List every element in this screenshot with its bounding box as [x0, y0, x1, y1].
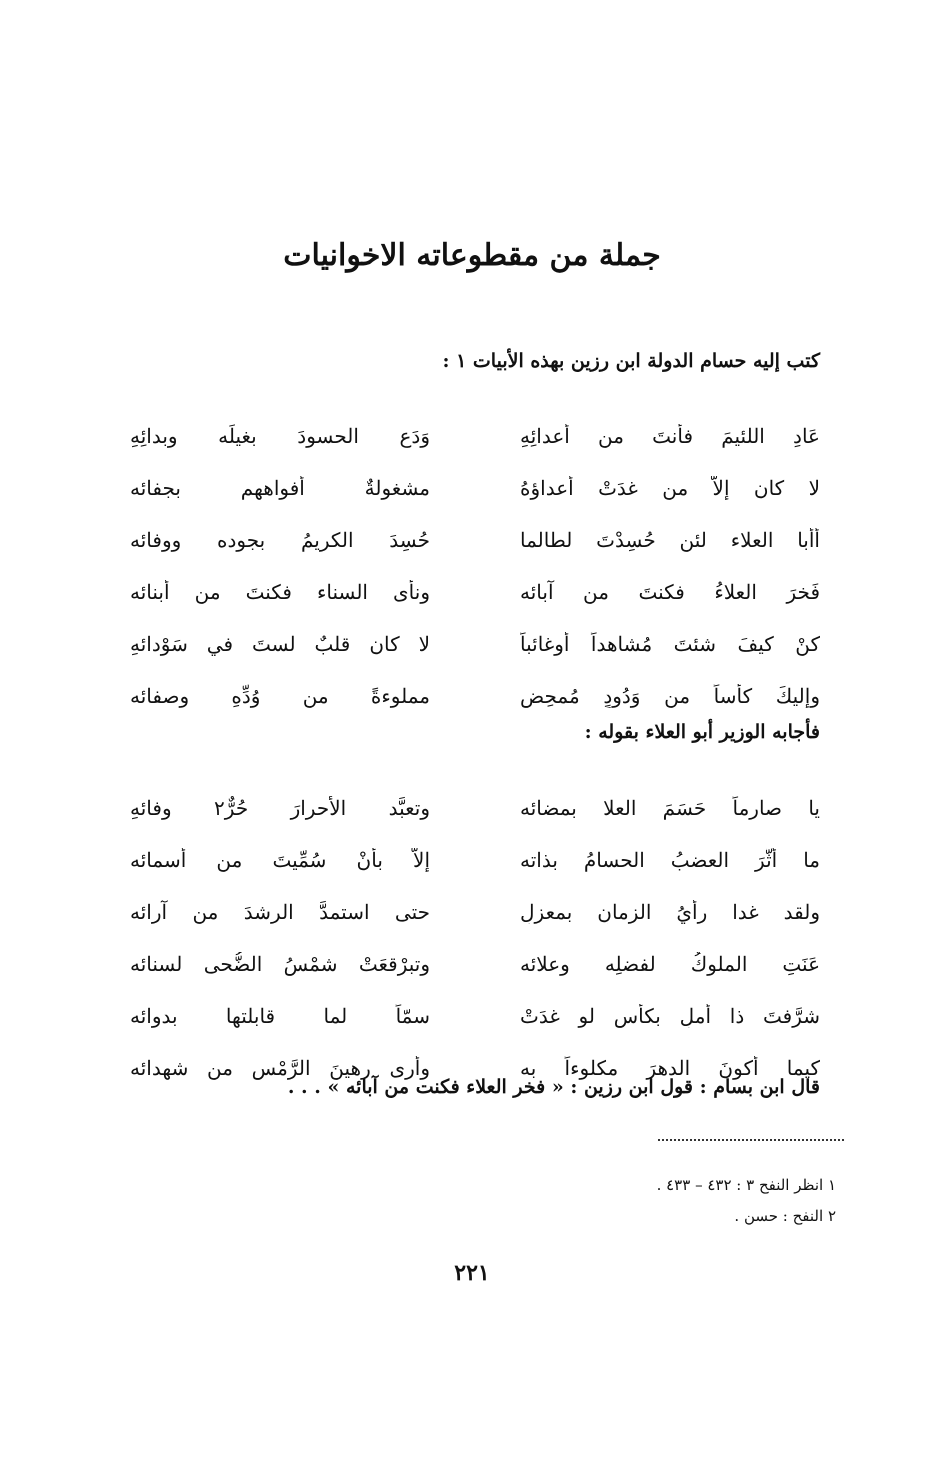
first-hemistich: أأبا العلاء لئن حُسِدْتَ لطالما [520, 528, 820, 552]
verse [130, 834, 820, 886]
verse [130, 514, 820, 566]
second-hemistich: حتى استمدَّ الرشدَ من آرائه [130, 900, 430, 924]
first-hemistich: شرَّفتَ ذا أملٍ بكأسٍ لو غدَتْ [520, 1004, 820, 1028]
first-hemistich: ما أثَّرَ العضبُ الحسامُ بذاته [520, 848, 820, 872]
verse [130, 566, 820, 618]
first-hemistich: كيما أكونَ الدهرَ مكلوءاً به [520, 1056, 820, 1080]
second-hemistich: وتعبَّد الأحرارَ حُرٌّ٢ وفائهِ [130, 796, 430, 820]
poem-1 [130, 410, 820, 722]
footnotes [436, 1170, 836, 1232]
second-hemistich: إلاّ بأنْ سُمِّيتَ من أسمائه [130, 848, 430, 872]
second-hemistich: لا كان قلبٌ لستَ في سَوْدائهِ [130, 632, 430, 656]
page-number: ٢٢١ [454, 1260, 490, 1286]
first-hemistich: عَنَتِ الملوكُ لفضلِه وعلائه [520, 952, 820, 976]
first-hemistich: ولقد غدا رأيُ الزمانِ بمعزلٍ [520, 900, 820, 924]
second-hemistich: وَدَعِ الحسودَ بغيلِّه وبدائِهِ [130, 424, 430, 448]
second-hemistich: وتبرْقعَتْ شمْسُ الضُّحى لسنائه [130, 952, 430, 976]
page-title: جملة من مقطوعاته الاخوانيات [283, 238, 661, 273]
first-hemistich: لا كان إلاّ من غدَتْ أعداؤهُ [520, 476, 820, 500]
first-hemistich: فَخرَ العلاءُ فكنتَ من آبائه [520, 580, 820, 604]
section-1-intro: كتب إليه حسام الدولة ابن رزين بهذه الأبيات ١ : [442, 350, 820, 372]
second-hemistich: مشغولةٌ أفواههم بجفائه [130, 476, 430, 500]
second-hemistich: ونأى السناء فكنتَ من أبنائه [130, 580, 430, 604]
footnote-divider [658, 1139, 844, 1141]
second-hemistich: مملوءةً من وُدِّهِ وصفائه [130, 684, 430, 708]
verse [130, 670, 820, 722]
verse [130, 782, 820, 834]
first-hemistich: عَادِ اللئيمَ فأنتَ من أعدائِهِ [520, 424, 820, 448]
verse [130, 886, 820, 938]
first-hemistich: يا صارماً حَسَمَ العلا بمضائه [520, 796, 820, 820]
section-2-intro: فأجابه الوزير أبو العلاء بقوله : [584, 721, 820, 743]
footnote: ٢ النفح : حسن . [734, 1207, 836, 1225]
verse [130, 462, 820, 514]
closing-note: قال ابن بسام : قول ابن رزين : « فخر العلاء فكنت من آبائه » . . . [287, 1076, 820, 1098]
verse [130, 410, 820, 462]
first-hemistich: وإليكَ كأساً من وَدُودٍ مُمحِضٍ [520, 684, 820, 708]
second-hemistich: حُسِدَ الكريمُ بجوده ووفائه [130, 528, 430, 552]
first-hemistich: كنْ كيفَ شئتَ مُشاهداً أوغائباً [520, 632, 820, 656]
verse [130, 618, 820, 670]
poem-2 [130, 782, 820, 1094]
second-hemistich: سمّاً لما قابلتها بدوائه [130, 1004, 430, 1028]
verse [130, 938, 820, 990]
verse [130, 990, 820, 1042]
second-hemistich: وأرى رهينَ الرَّمْسِ من شهدائه [130, 1056, 430, 1080]
footnote: ١ انظر النفح ٣ : ٤٣٢ – ٤٣٣ . [656, 1176, 836, 1194]
